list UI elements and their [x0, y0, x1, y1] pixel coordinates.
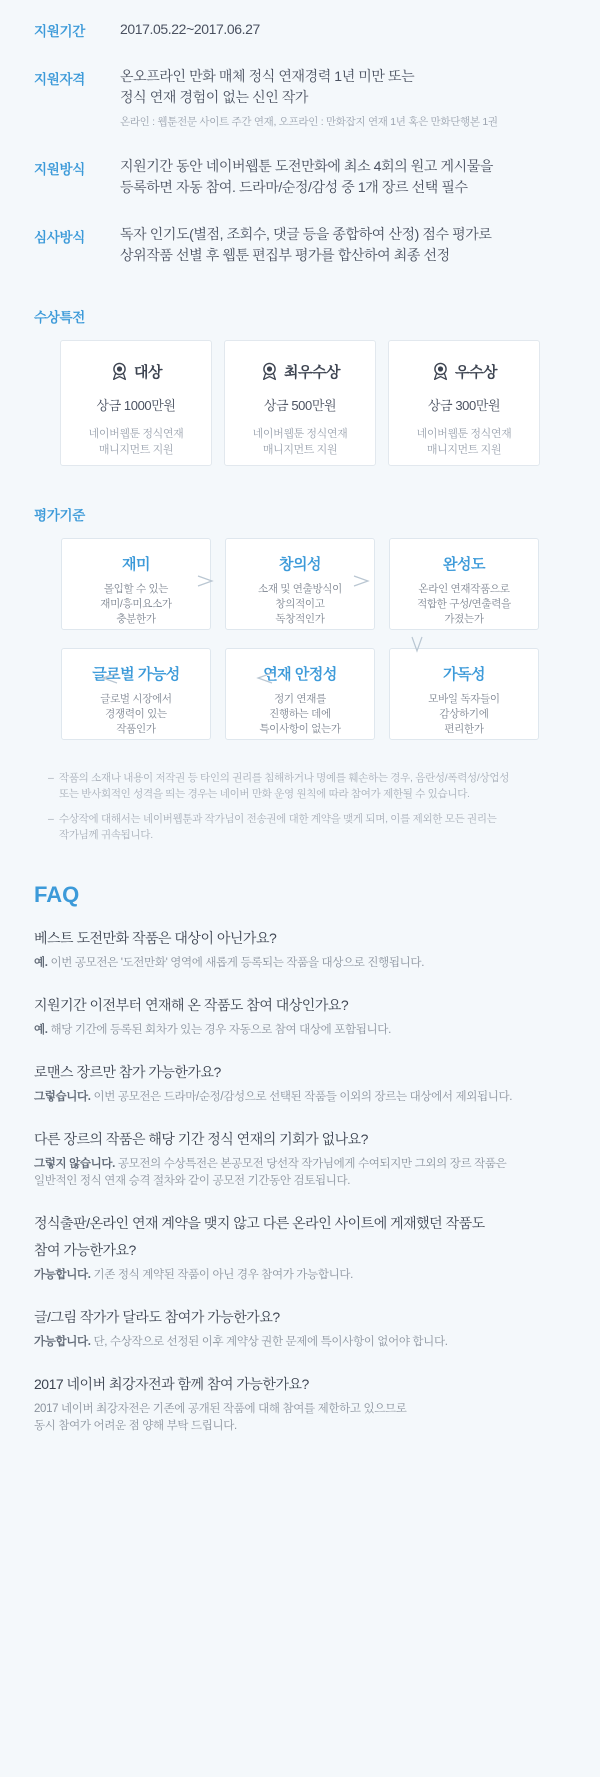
prize-extra-line: 매니지먼트 지원	[262, 444, 338, 456]
info-body	[120, 224, 566, 266]
medal-icon	[110, 362, 129, 381]
faq-answer	[34, 1022, 566, 1039]
faq-heading: FAQ	[34, 882, 80, 907]
criteria-desc-line: 독창적인가	[275, 613, 325, 625]
criteria-desc-line: 작품인가	[116, 723, 156, 735]
criteria-desc-line: 창의적이고	[275, 598, 325, 610]
info-body	[120, 66, 566, 130]
info-row-method	[34, 156, 566, 198]
info-text-line: 정식 연재 경험이 없는 신인 작가	[120, 89, 309, 105]
criteria-desc-line: 충분한가	[116, 613, 156, 625]
prize-card-head	[61, 361, 211, 382]
criteria-title: 연재 안정성	[263, 666, 337, 683]
faq-answer-lead: 그렇습니다.	[34, 1091, 91, 1103]
faq-answer-lead: 가능합니다.	[34, 1336, 91, 1348]
faq-answer-text: 일반적인 정식 연재 승격 절차와 같이 공모전 기간동안 검토됩니다.	[34, 1175, 351, 1187]
faq-answer	[34, 1401, 566, 1435]
criteria-title: 글로벌 가능성	[92, 666, 180, 683]
faq-item	[34, 1307, 566, 1351]
criteria-desc-line: 적합한 구성/연출력을	[417, 598, 511, 610]
note-text-line: 또는 반사회적인 성격을 띄는 경우는 네이버 만화 운영 원칙에 따라 참여가 제한될 수 있습니다.	[59, 788, 470, 800]
faq-question-line2: 참여 가능한가요?	[34, 1242, 136, 1258]
faq-answer-text: 이번 공모전은 '도전만화' 영역에 새롭게 등록되는 작품을 대상으로 진행됩니다.	[47, 957, 425, 969]
info-text-line: 등록하면 자동 참여. 드라마/순정/감성 중 1개 장르 선택 필수	[120, 179, 468, 195]
criteria-desc-line: 감상하기에	[439, 708, 489, 720]
prize-extra-line: 매니지먼트 지원	[426, 444, 502, 456]
prize-name: 대상	[134, 364, 162, 381]
prize-extra-line: 네이버웹툰 정식연재	[88, 428, 184, 440]
criteria-box-global	[61, 648, 211, 740]
arrow-right-icon	[353, 574, 371, 588]
prize-extra-line: 네이버웹툰 정식연재	[416, 428, 512, 440]
arrow-left-icon	[100, 671, 118, 685]
info-label: 지원자격	[34, 72, 85, 87]
medal-icon	[260, 362, 279, 381]
arrow-right-icon	[197, 574, 215, 588]
criteria-box-fun	[61, 538, 211, 630]
criteria-title: 창의성	[279, 556, 321, 573]
info-label: 심사방식	[34, 230, 85, 245]
medal-icon	[431, 362, 450, 381]
faq-question: 다른 장르의 작품은 해당 기간 정식 연재의 기회가 없나요?	[34, 1131, 368, 1147]
prize-extra-line: 매니지먼트 지원	[98, 444, 174, 456]
faq-item	[34, 1062, 566, 1106]
criteria-desc-line: 소재 및 연출방식이	[258, 583, 342, 595]
faq-answer-text: 공모전의 수상특전은 본공모전 당선작 작가님에게 수여되지만 그외의 장르 작품은	[115, 1158, 507, 1170]
faq-question: 지원기간 이전부터 연재해 온 작품도 참여 대상인가요?	[34, 997, 349, 1013]
faq-answer-text: 2017 네이버 최강자전은 기존에 공개된 작품에 대해 참여를 제한하고 있으므로	[34, 1403, 407, 1415]
prize-section	[0, 292, 600, 466]
info-text-line: 독자 인기도(별점, 조회수, 댓글 등을 종합하여 산정) 점수 평가로	[120, 226, 492, 242]
criteria-title: 완성도	[443, 556, 485, 573]
faq-question: 2017 네이버 최강자전과 함께 참여 가능한가요?	[34, 1376, 309, 1392]
prize-card-head	[225, 361, 375, 382]
criteria-box-stability	[225, 648, 375, 740]
prize-card-merit	[388, 340, 540, 466]
faq-question: 글/그림 작가가 달라도 참여가 가능한가요?	[34, 1309, 280, 1325]
prize-card-grand	[60, 340, 212, 466]
faq-answer	[34, 1089, 566, 1106]
faq-item	[34, 1374, 566, 1435]
info-text-line: 2017.05.22~2017.06.27	[120, 21, 260, 37]
arrow-left-icon	[255, 671, 273, 685]
notes-section	[0, 740, 600, 843]
info-label: 지원방식	[34, 162, 85, 177]
prize-amount: 상금 1000만원	[96, 398, 176, 413]
criteria-title: 가독성	[443, 666, 485, 683]
criteria-box-readability	[389, 648, 539, 740]
note-item	[48, 811, 554, 843]
faq-answer	[34, 1267, 566, 1284]
faq-answer-text: 이번 공모전은 드라마/순정/감성으로 선택된 작품들 이외의 장르는 대상에서 제외됩니다.	[90, 1091, 513, 1103]
info-row-period	[34, 18, 566, 40]
criteria-grid	[0, 538, 600, 740]
note-text	[59, 811, 497, 843]
faq-answer-text: 단, 수상작으로 선정된 이후 계약상 권한 문제에 특이사항이 없어야 합니다.	[90, 1336, 448, 1348]
prize-card-excellence	[224, 340, 376, 466]
faq-question: 베스트 도전만화 작품은 대상이 아닌가요?	[34, 930, 277, 946]
note-dash: –	[48, 772, 54, 784]
faq-answer-text: 동시 참여가 어려운 점 양해 부탁 드립니다.	[34, 1420, 237, 1432]
info-body	[120, 156, 566, 198]
prize-amount: 상금 300만원	[427, 398, 501, 413]
info-text-line: 온오프라인 만화 매체 정식 연재경력 1년 미만 또는	[120, 68, 415, 84]
note-text-line: 작품의 소재나 내용이 저작권 등 타인의 권리를 침해하거나 명예를 훼손하는 경우, 음란성/폭력성/상업성	[59, 772, 510, 784]
info-text-line: 상위작품 선별 후 웹툰 편집부 평가를 합산하여 최종 선정	[120, 247, 450, 263]
faq-item	[34, 1213, 566, 1284]
faq-answer-text: 기존 정식 계약된 작품이 아닌 경우 참여가 가능합니다.	[90, 1269, 353, 1281]
prize-card-list	[0, 340, 600, 466]
prize-amount: 상금 500만원	[263, 398, 337, 413]
criteria-desc-line: 온라인 연재작품으로	[418, 583, 510, 595]
note-text-line: 작가님께 귀속됩니다.	[59, 829, 153, 841]
info-section	[0, 0, 600, 266]
faq-answer-text: 해당 기간에 등록된 회차가 있는 경우 자동으로 참여 대상에 포함됩니다.	[47, 1024, 391, 1036]
prize-extra-line: 네이버웹툰 정식연재	[252, 428, 348, 440]
criteria-desc-line: 특이사항이 없는가	[259, 723, 341, 735]
note-text-line: 수상작에 대해서는 네이버웹툰과 작가님이 전송권에 대한 계약을 맺게 되며, 이를 제외한 모든 권리는	[59, 813, 497, 825]
criteria-desc-line: 모바일 독자들이	[428, 693, 500, 705]
criteria-desc-line: 가졌는가	[444, 613, 484, 625]
note-item	[48, 770, 554, 802]
faq-answer-lead: 그렇지 않습니다.	[34, 1158, 116, 1170]
criteria-title: 재미	[122, 556, 150, 573]
faq-answer	[34, 955, 566, 972]
faq-answer	[34, 1334, 566, 1351]
faq-answer-lead: 예.	[34, 957, 48, 969]
prize-card-head	[389, 361, 539, 382]
faq-item	[34, 928, 566, 972]
info-subtext: 온라인 : 웹툰전문 사이트 주간 연재, 오프라인 : 만화잡지 연재 1년 혹은 만화단행본 1권	[120, 116, 498, 128]
note-dash: –	[48, 813, 54, 825]
info-label: 지원기간	[34, 24, 85, 39]
criteria-desc-line: 글로벌 시장에서	[100, 693, 172, 705]
faq-answer	[34, 1156, 566, 1190]
faq-item	[34, 995, 566, 1039]
info-text-line: 지원기간 동안 네이버웹툰 도전만화에 최소 4회의 원고 게시물을	[120, 158, 494, 174]
criteria-desc-line: 경쟁력이 있는	[105, 708, 167, 720]
info-body	[120, 18, 566, 40]
info-row-judging	[34, 224, 566, 266]
criteria-desc-line: 재미/흥미요소가	[100, 598, 172, 610]
arrow-down-icon	[410, 636, 424, 654]
criteria-desc-line: 편리한가	[444, 723, 484, 735]
faq-question: 정식출판/온라인 연재 계약을 맺지 않고 다른 온라인 사이트에 게재했던 작품도	[34, 1215, 485, 1231]
faq-section	[0, 852, 600, 1435]
note-text	[59, 770, 509, 802]
criteria-desc-line: 진행하는 데에	[269, 708, 331, 720]
info-row-eligibility	[34, 66, 566, 130]
criteria-section-title: 평가기준	[34, 508, 85, 523]
criteria-row-top	[34, 538, 566, 630]
criteria-row-bottom	[34, 648, 566, 740]
faq-question: 로맨스 장르만 참가 가능한가요?	[34, 1064, 221, 1080]
criteria-box-completeness	[389, 538, 539, 630]
criteria-desc-line: 정기 연재를	[274, 693, 326, 705]
faq-item	[34, 1129, 566, 1190]
prize-name: 우수상	[455, 364, 497, 381]
prize-name: 최우수상	[284, 364, 340, 381]
criteria-desc-line: 몰입할 수 있는	[103, 583, 169, 595]
criteria-section	[0, 466, 600, 740]
faq-answer-lead: 예.	[34, 1024, 48, 1036]
prize-section-title: 수상특전	[34, 310, 85, 325]
faq-answer-lead: 가능합니다.	[34, 1269, 91, 1281]
